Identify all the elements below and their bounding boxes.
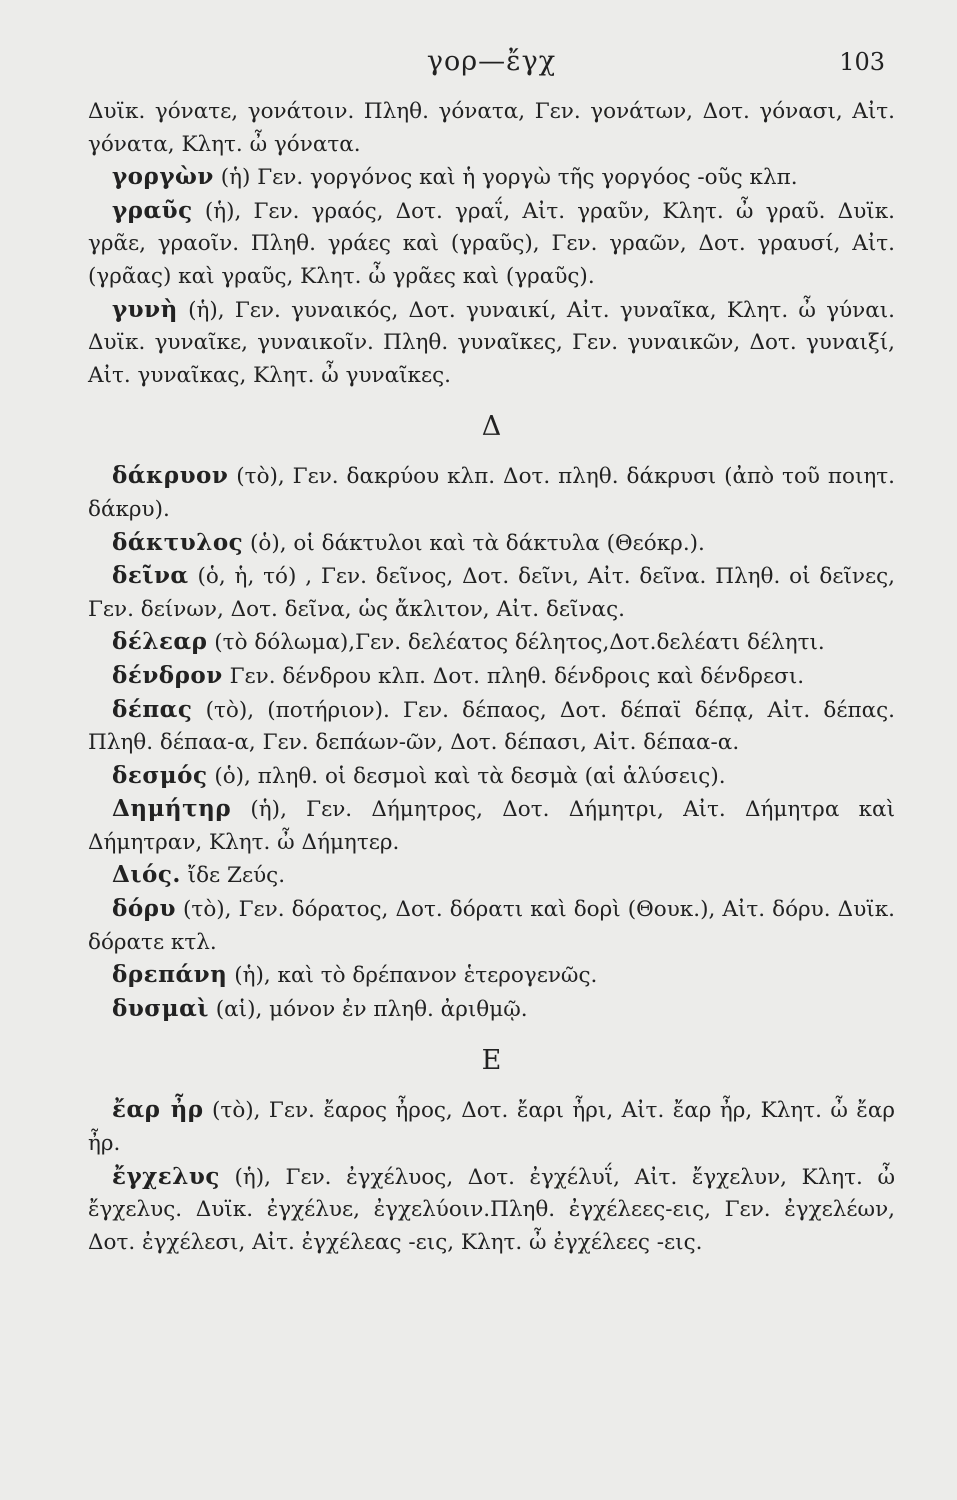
entry-list xyxy=(88,96,895,1259)
entry-headword: δέπας xyxy=(112,695,193,723)
entry-headword: δεσμός xyxy=(112,761,208,789)
dictionary-entry xyxy=(88,793,895,859)
dictionary-entry xyxy=(88,161,895,195)
entry-headword: γραῦς xyxy=(112,196,193,224)
entry-text: Δυϊκ. γόνατε, γονάτοιν. Πληθ. γόνατα, Γεν. γονάτων, Δοτ. γόνασι, Αἰτ. γόνατα, Κλητ. ὦ γόνατα. xyxy=(88,99,895,157)
dictionary-entry xyxy=(88,96,895,161)
page-header xyxy=(88,36,895,96)
entry-text: ἴδε Ζεύς. xyxy=(187,863,286,889)
entry-headword: ἔαρ ἦρ xyxy=(112,1096,204,1124)
section-letter: Ε xyxy=(481,1045,502,1077)
entry-text: (ἡ), καὶ τὸ δρέπανον ἑτερογενῶς. xyxy=(234,963,598,989)
entry-headword: δυσμαὶ xyxy=(112,994,209,1022)
entry-headword: ἔγχελυς xyxy=(112,1162,220,1190)
dictionary-entry xyxy=(88,859,895,893)
entry-headword: δάκτυλος xyxy=(112,528,244,556)
section-letter: Δ xyxy=(481,411,502,443)
entry-text: (τὸ), (ποτήριον). Γεν. δέπαος, Δοτ. δέπαϊ δέπᾳ, Αἰτ. δέπας. Πληθ. δέπαα-α, Γεν. δεπάων-ῶν, Δοτ. δέπασι, Αἰτ. δέπαα-α. xyxy=(88,697,895,756)
entry-headword: δρεπάνη xyxy=(112,961,228,989)
dictionary-entry xyxy=(88,1161,895,1260)
entry-text: (ὁ), πληθ. οἱ δεσμοὶ καὶ τὰ δεσμὰ (αἱ ἁλύσεις). xyxy=(214,763,726,789)
running-head: γορ—ἔγχ xyxy=(426,46,557,77)
entry-text: (ἡ) Γεν. γοργόνος καὶ ἡ γοργὼ τῆς γοργόος -οῦς κλπ. xyxy=(220,165,798,191)
entry-text: (ὁ, ἡ, τό) , Γεν. δεῖνος, Δοτ. δεῖνι, Αἰτ. δεῖνα. Πληθ. οἱ δεῖνες, Γεν. δείνων, Δοτ. δεῖνα, ὡς ἄκλιτον, Αἰτ. δεῖνας. xyxy=(88,564,895,622)
entry-text: (τὸ), Γεν. ἔαρος ἦρος, Δοτ. ἔαρι ἦρι, Αἰτ. ἔαρ ἦρ, Κλητ. ὦ ἔαρ ἦρ. xyxy=(88,1098,895,1157)
dictionary-entry xyxy=(88,893,895,959)
dictionary-entry xyxy=(88,560,895,626)
entry-text: (ἡ), Γεν. ἐγχέλυος, Δοτ. ἐγχέλυΐ, Αἰτ. ἔγχελυν, Κλητ. ὦ ἔγχελυς. Δυϊκ. ἐγχέλυε, ἐγχελύοιν.Πληθ. ἐγχέλεες-εις, Γεν. ἐγχελέων, Δοτ. ἐγχέλεσι, Αἰτ. ἐγχέλεας -εις, Κλητ. ὦ ἐγχέλεες -εις. xyxy=(88,1164,896,1255)
dictionary-entry xyxy=(88,660,895,694)
entry-text: (ἡ), Γεν. γυναικός, Δοτ. γυναικί, Αἰτ. γυναῖκα, Κλητ. ὦ γύναι. Δυϊκ. γυναῖκε, γυναικοῖν. Πληθ. γυναῖκες, Γεν. γυναικῶν, Δοτ. γυναιξί, Αἰτ. γυναῖκας, Κλητ. ὦ γυναῖκες. xyxy=(88,297,895,388)
entry-text: (ἡ), Γεν. Δήμητρος, Δοτ. Δήμητρι, Αἰτ. Δήμητρα καὶ Δήμητραν, Κλητ. ὦ Δήμητερ. xyxy=(88,797,895,855)
dictionary-entry xyxy=(88,626,895,660)
page-number: 103 xyxy=(839,48,885,76)
dictionary-entry xyxy=(88,993,895,1027)
dictionary-entry xyxy=(88,760,895,794)
entry-text: (τὸ), Γεν. δόρατος, Δοτ. δόρατι καὶ δορὶ (Θουκ.), Αἰτ. δόρυ. Δυϊκ. δόρατε κτλ. xyxy=(88,897,895,955)
dictionary-entry xyxy=(88,460,895,526)
entry-text: (τὸ), Γεν. δακρύου κλπ. Δοτ. πληθ. δάκρυσι (ἀπὸ τοῦ ποιητ. δάκρυ). xyxy=(88,464,896,522)
entry-headword: δάκρυον xyxy=(112,462,229,490)
dictionary-entry xyxy=(88,294,895,393)
entry-text: (αἱ), μόνον ἐν πληθ. ἀριθμῷ. xyxy=(215,996,528,1022)
entry-headword: γυνὴ xyxy=(112,295,178,323)
entry-headword: δόρυ xyxy=(112,895,176,923)
entry-headword: δεῖνα xyxy=(112,562,189,590)
dictionary-entry xyxy=(88,527,895,561)
dictionary-entry xyxy=(88,959,895,993)
entry-headword: γοργὼν xyxy=(112,163,214,191)
entry-headword: δένδρον xyxy=(112,661,223,689)
entry-text: (ὁ), οἱ δάκτυλοι καὶ τὰ δάκτυλα (Θεόκρ.). xyxy=(250,530,705,556)
dictionary-entry xyxy=(88,694,895,760)
entry-headword: δέλεαρ xyxy=(112,628,208,656)
dictionary-entry xyxy=(88,195,895,294)
dictionary-entry xyxy=(88,1094,895,1160)
entry-text: (τὸ δόλωμα),Γεν. δελέατος δέλητος,Δοτ.δελέατι δέλητι. xyxy=(214,630,825,656)
entry-headword: Δημήτηρ xyxy=(112,795,232,823)
entry-text: (ἡ), Γεν. γραός, Δοτ. γραΐ, Αἰτ. γραῦν, Κλητ. ὦ γραῦ. Δυϊκ. γρᾶε, γραοῖν. Πληθ. γράες καὶ (γραῦς), Γεν. γραῶν, Δοτ. γραυσί, Αἰτ. (γρᾶας) καὶ γραῦς, Κλητ. ὦ γρᾶες καὶ (γραῦς). xyxy=(88,198,895,289)
entry-text: Γεν. δένδρου κλπ. Δοτ. πληθ. δένδροις καὶ δένδρεσι. xyxy=(229,663,805,689)
entry-headword: Διός. xyxy=(112,861,181,889)
